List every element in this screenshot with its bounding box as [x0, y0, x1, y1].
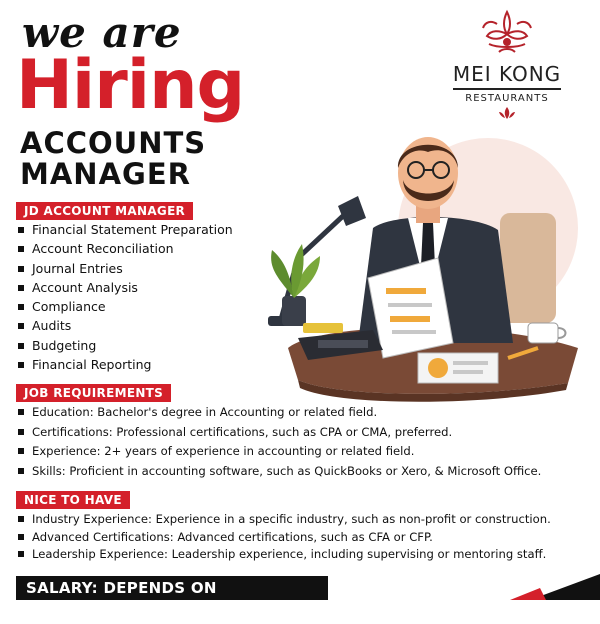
company-logo [432, 8, 582, 128]
jd-item: Financial Reporting [18, 357, 233, 376]
role-title-line1: ACCOUNTS [20, 126, 207, 160]
requirements-list [18, 404, 541, 482]
corner-decoration [490, 574, 600, 600]
jd-list [18, 222, 233, 376]
jd-item: Audits [18, 318, 233, 337]
jd-item: Compliance [18, 299, 233, 318]
role-title [20, 128, 206, 190]
accountant-illustration [258, 118, 598, 403]
requirement-item: Certifications: Professional certifications, such as CPA or CMA, preferred. [18, 424, 541, 444]
jd-item: Account Analysis [18, 280, 233, 299]
hiring-heading: Hiring [16, 46, 245, 125]
jd-item: Account Reconciliation [18, 241, 233, 260]
lotus-emblem-icon [477, 8, 537, 58]
requirement-item: Experience: 2+ years of experience in accounting or related field. [18, 443, 541, 463]
nice-to-have-item: Advanced Certifications: Advanced certifications, such as CFA or CFP. [18, 530, 551, 548]
nice-to-have-list [18, 512, 551, 565]
requirement-item: Education: Bachelor's degree in Accounting or related field. [18, 404, 541, 424]
salary-banner: SALARY: DEPENDS ON EXPERIENCE [16, 576, 328, 600]
role-title-line2: MANAGER [20, 157, 191, 191]
nice-to-have-section-title: NICE TO HAVE [16, 491, 130, 509]
requirements-section-title: JOB REQUIREMENTS [16, 384, 171, 402]
company-subtitle: RESTAURANTS [465, 93, 549, 104]
jd-item: Financial Statement Preparation [18, 222, 233, 241]
nice-to-have-item: Leadership Experience: Leadership experience, including supervising or mentoring staff. [18, 547, 551, 565]
jd-item: Budgeting [18, 338, 233, 357]
jd-section-title: JD ACCOUNT MANAGER [16, 202, 193, 220]
we-are-heading: we are [22, 8, 182, 57]
nice-to-have-item: Industry Experience: Experience in a specific industry, such as non-profit or construction. [18, 512, 551, 530]
jd-item: Journal Entries [18, 261, 233, 280]
company-name: MEI KONG [453, 62, 561, 90]
requirement-item: Skills: Proficient in accounting software, such as QuickBooks or Xero, & Microsoft Office. [18, 463, 541, 483]
